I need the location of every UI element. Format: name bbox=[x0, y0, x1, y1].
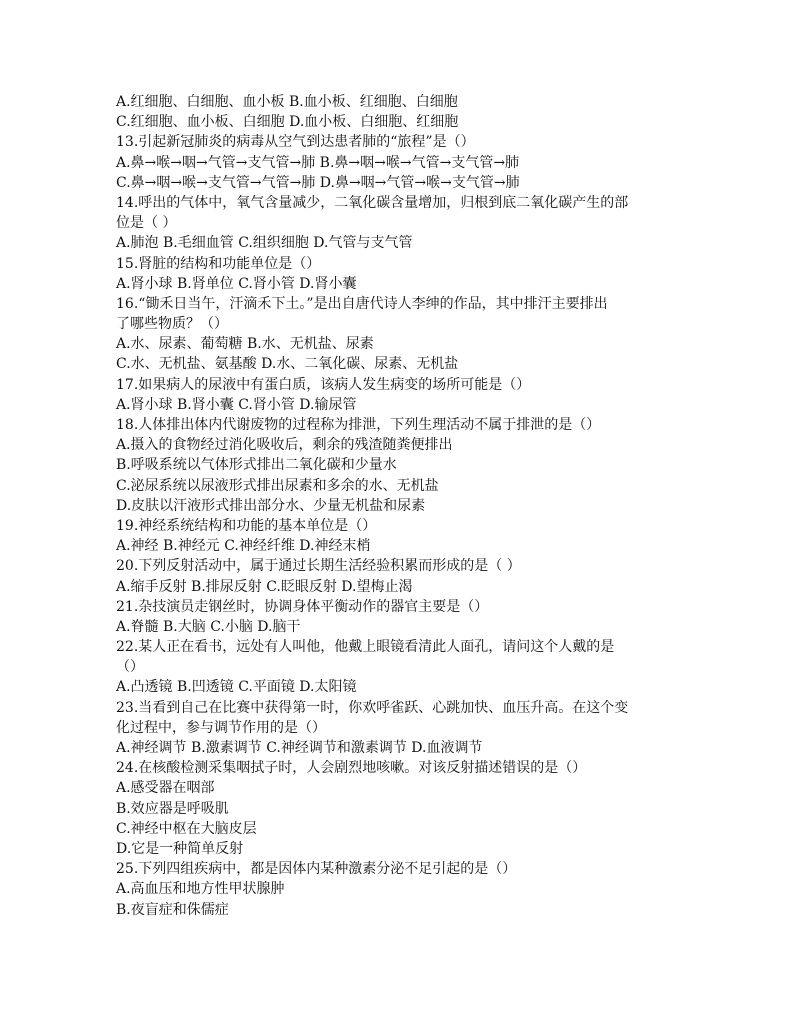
option-18c: C.泌尿系统以尿液形式排出尿素和多余的水、无机盐 bbox=[116, 477, 439, 494]
question-13: 13.引起新冠肺炎的病毒从空气到达患者肺的“旅程”是（） bbox=[116, 134, 475, 151]
option-line-21: A.脊髓 B.大脑 C.小脑 D.脑干 bbox=[116, 618, 301, 635]
option-25b: B.夜盲症和侏儒症 bbox=[116, 901, 229, 918]
option-line-17: A.肾小球 B.肾小囊 C.肾小管 D.输尿管 bbox=[116, 396, 357, 413]
question-25: 25.下列四组疾病中，都是因体内某种激素分泌不足引起的是（） bbox=[116, 861, 517, 878]
question-17: 17.如果病人的尿液中有蛋白质，该病人发生病变的场所可能是（） bbox=[116, 376, 531, 393]
option-24a: A.感受器在咽部 bbox=[116, 780, 215, 797]
option-line-12ab: A.红细胞、白细胞、血小板 B.血小板、红细胞、白细胞 bbox=[116, 94, 458, 110]
question-16: 16.“锄禾日当午，汗滴禾下土。”是出自唐代诗人李绅的作品，其中排汗主要排出 bbox=[116, 295, 608, 312]
option-line-23: A.神经调节 B.激素调节 C.神经调节和激素调节 D.血液调节 bbox=[116, 740, 483, 756]
option-24d: D.它是一种简单反射 bbox=[116, 840, 244, 857]
question-15: 15.肾脏的结构和功能单位是（） bbox=[116, 255, 321, 272]
option-line-19: A.神经 B.神经元 C.神经纤维 D.神经末梢 bbox=[116, 538, 371, 555]
option-24b: B.效应器是呼吸肌 bbox=[116, 800, 229, 817]
question-18: 18.人体排出体内代谢废物的过程称为排泄，下列生理活动不属于排泄的是（） bbox=[116, 417, 601, 433]
option-24c: C.神经中枢在大脑皮层 bbox=[116, 820, 257, 837]
option-line-13cd: C.鼻→咽→喉→支气管→气管→肺 D.鼻→咽→气管→喉→支气管→肺 bbox=[116, 174, 520, 191]
option-line-15: A.肾小球 B.肾单位 C.肾小管 D.肾小囊 bbox=[116, 275, 357, 292]
question-22: 22.某人正在看书，远处有人叫他，他戴上眼镜看清此人面孔，请问这个人戴的是 bbox=[116, 639, 615, 656]
option-line-16cd: C.水、无机盐、氨基酸 D.水、二氧化碳、尿素、无机盐 bbox=[116, 356, 459, 373]
question-text bbox=[116, 92, 688, 920]
option-18d: D.皮肤以汗液形式排出部分水、少量无机盐和尿素 bbox=[116, 497, 426, 514]
option-line-16ab: A.水、尿素、葡萄糖 B.水、无机盐、尿素 bbox=[116, 336, 374, 353]
option-line-20: A.缩手反射 B.排尿反射 C.眨眼反射 D.望梅止渴 bbox=[116, 578, 413, 595]
question-16-continued: 了哪些物质？（） bbox=[116, 316, 228, 333]
option-line-14: A.肺泡 B.毛细血管 C.组织细胞 D.气管与支气管 bbox=[116, 235, 413, 252]
question-14: 14.呼出的气体中，氧气含量减少，二氧化碳含量增加，归根到底二氧化碳产生的部 bbox=[116, 194, 629, 211]
question-23: 23.当看到自己在比赛中获得第一时，你欢呼雀跃、心跳加快、血压升高。在这个变 bbox=[116, 699, 629, 716]
question-21: 21.杂技演员走钢丝时，协调身体平衡动作的器官主要是（） bbox=[116, 598, 489, 615]
question-24: 24.在核酸检测采集咽拭子时，人会剧烈地咳嗽。对该反射描述错误的是（） bbox=[116, 760, 587, 777]
option-line-12cd: C.红细胞、血小板、白细胞 D.血小板、白细胞、红细胞 bbox=[116, 114, 459, 131]
option-18a: A.摄入的食物经过消化吸收后，剩余的残渣随粪便排出 bbox=[116, 437, 453, 454]
option-25a: A.高血压和地方性甲状腺肿 bbox=[116, 881, 285, 898]
question-19: 19.神经系统结构和功能的基本单位是（） bbox=[116, 517, 377, 534]
question-14-continued: 位是（ ） bbox=[116, 215, 177, 232]
question-22-continued: （） bbox=[116, 659, 144, 676]
option-line-13ab: A.鼻→喉→咽→气管→支气管→肺 B.鼻→咽→喉→气管→支气管→肺 bbox=[116, 154, 520, 171]
question-20: 20.下列反射活动中，属于通过长期生活经验积累而形成的是（ ） bbox=[116, 558, 521, 575]
option-18b: B.呼吸系统以气体形式排出二氧化碳和少量水 bbox=[116, 457, 397, 474]
question-23-continued: 化过程中，参与调节作用的是（） bbox=[116, 719, 326, 736]
option-line-22: A.凸透镜 B.凹透镜 C.平面镜 D.太阳镜 bbox=[116, 679, 357, 696]
